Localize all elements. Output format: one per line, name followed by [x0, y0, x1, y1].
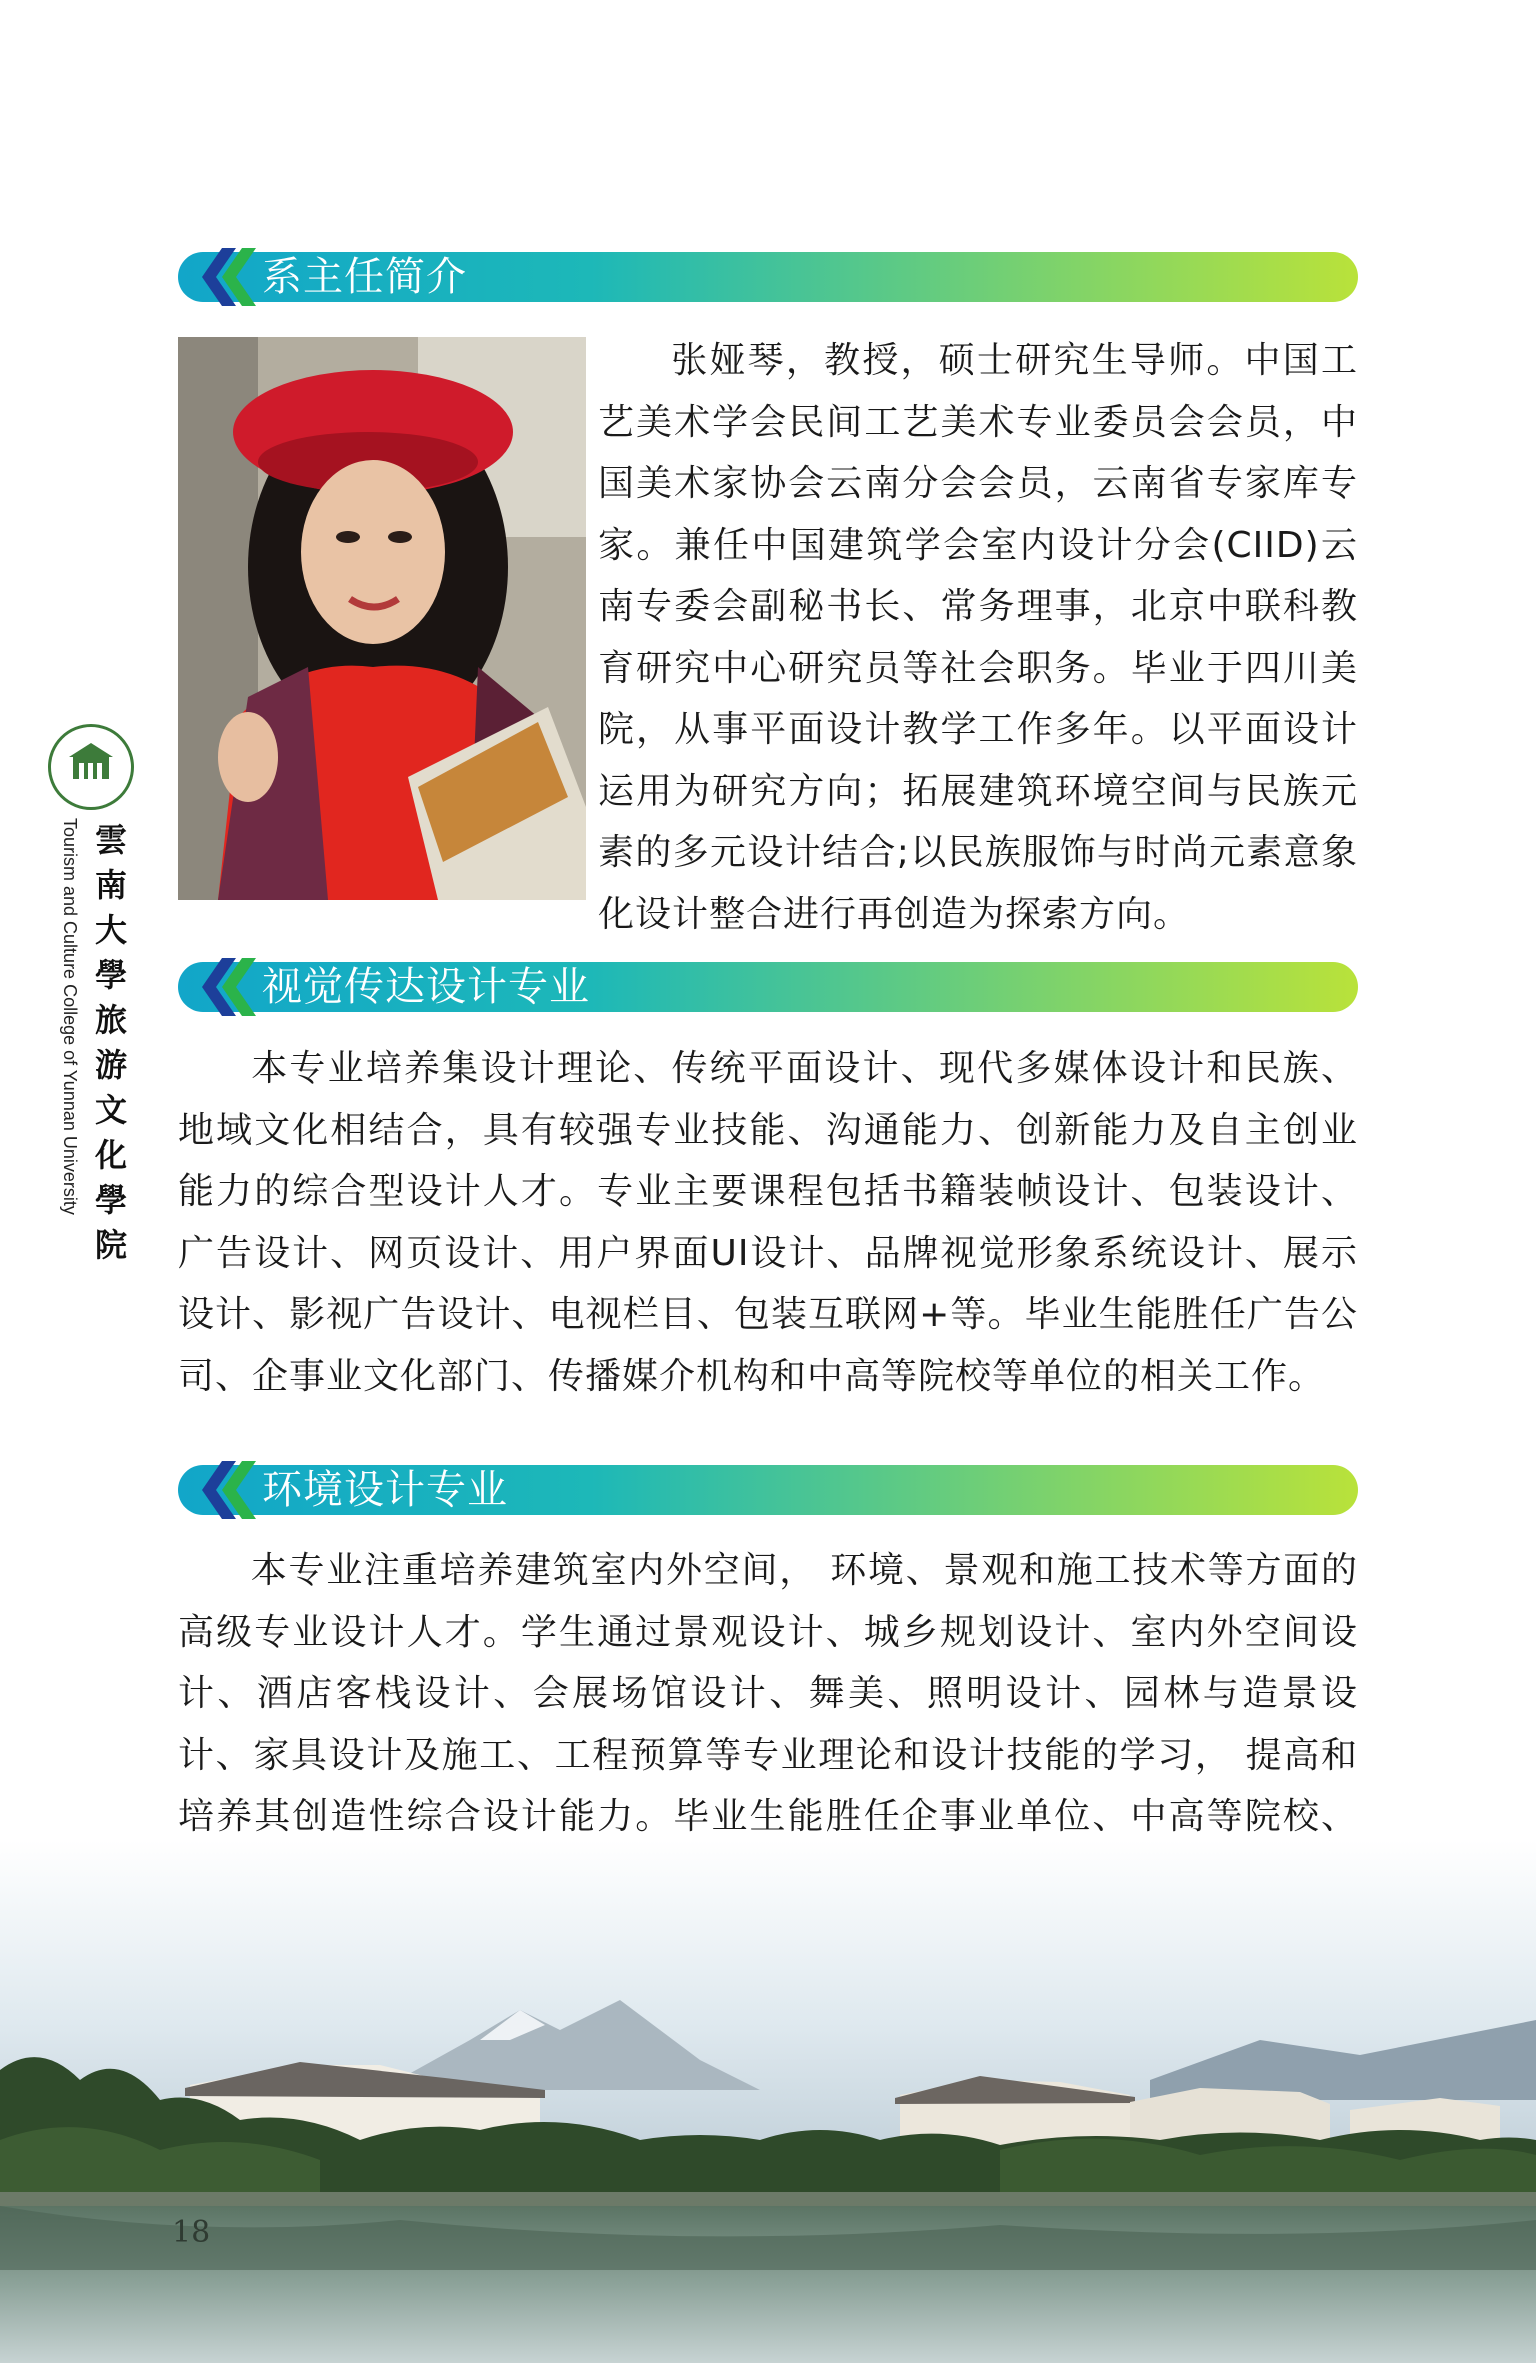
visual-communication-paragraph — [178, 1038, 1358, 1407]
college-name-english: Tourism and Culture College of Yunnan University — [60, 818, 80, 1215]
section-title: 系主任简介 — [262, 254, 467, 300]
section-header-environmental-design — [178, 1465, 1358, 1515]
chevron-icon — [222, 1461, 256, 1519]
page-number: 18 — [172, 2215, 211, 2250]
section-title: 环境设计专业 — [262, 1467, 508, 1513]
section-header-visual-communication — [178, 962, 1358, 1012]
campus-landscape-photo — [0, 1840, 1536, 2363]
director-portrait-photo — [178, 337, 586, 900]
section-title: 视觉传达设计专业 — [262, 964, 590, 1010]
college-name-chinese: 雲南大學旅游文化學院 — [94, 821, 127, 1264]
director-bio-paragraph — [598, 330, 1358, 945]
director-bio-text: 张娅琴，教授，硕士研究生导师。中国工艺美术学会民间工艺美术专业委员会会员，中国美术家协会云南分会会员，云南省专家库专家。兼任中国建筑学会室内设计分会(CIID)云南专委会副秘书长、常务理事，北京中联科教育研究中心研究员等社会职务。毕业于四川美院，从事平面设计教学工作多年。以平面设计运用为研究方向；拓展建筑环境空间与民族元素的多元设计结合;以民族服饰与时尚元素意象化设计整合进行再创造为探索方向。 — [598, 340, 1358, 935]
section-header-director — [178, 252, 1358, 302]
visual-communication-text: 本专业培养集设计理论、传统平面设计、现代多媒体设计和民族、地域文化相结合，具有较强专业技能、沟通能力、创新能力及自主创业能力的综合型设计人才。专业主要课程包括书籍装帧设计、包装设计、广告设计、网页设计、用户界面UI设计、品牌视觉形象系统设计、展示设计、影视广告设计、电视栏目、包装互联网+等。毕业生能胜任广告公司、企事业文化部门、传播媒介机构和中高等院校等单位的相关工作。 — [178, 1048, 1358, 1397]
college-brand-vertical — [40, 718, 135, 1264]
chevron-icon — [222, 958, 256, 1016]
chevron-icon — [222, 248, 256, 306]
environmental-design-text: 本专业注重培养建筑室内外空间， 环境、景观和施工技术等方面的高级专业设计人才。学生通过景观设计、城乡规划设计、室内外空间设计、酒店客栈设计、会展场馆设计、舞美、照明设计、园林与造景设计、家具设计及施工、工程预算等专业理论和设计技能的学习， 提高和培养其创造性综合设计能力。毕业生能胜任企事业单位、中高等院校、 — [178, 1550, 1358, 1837]
university-logo — [48, 724, 134, 810]
